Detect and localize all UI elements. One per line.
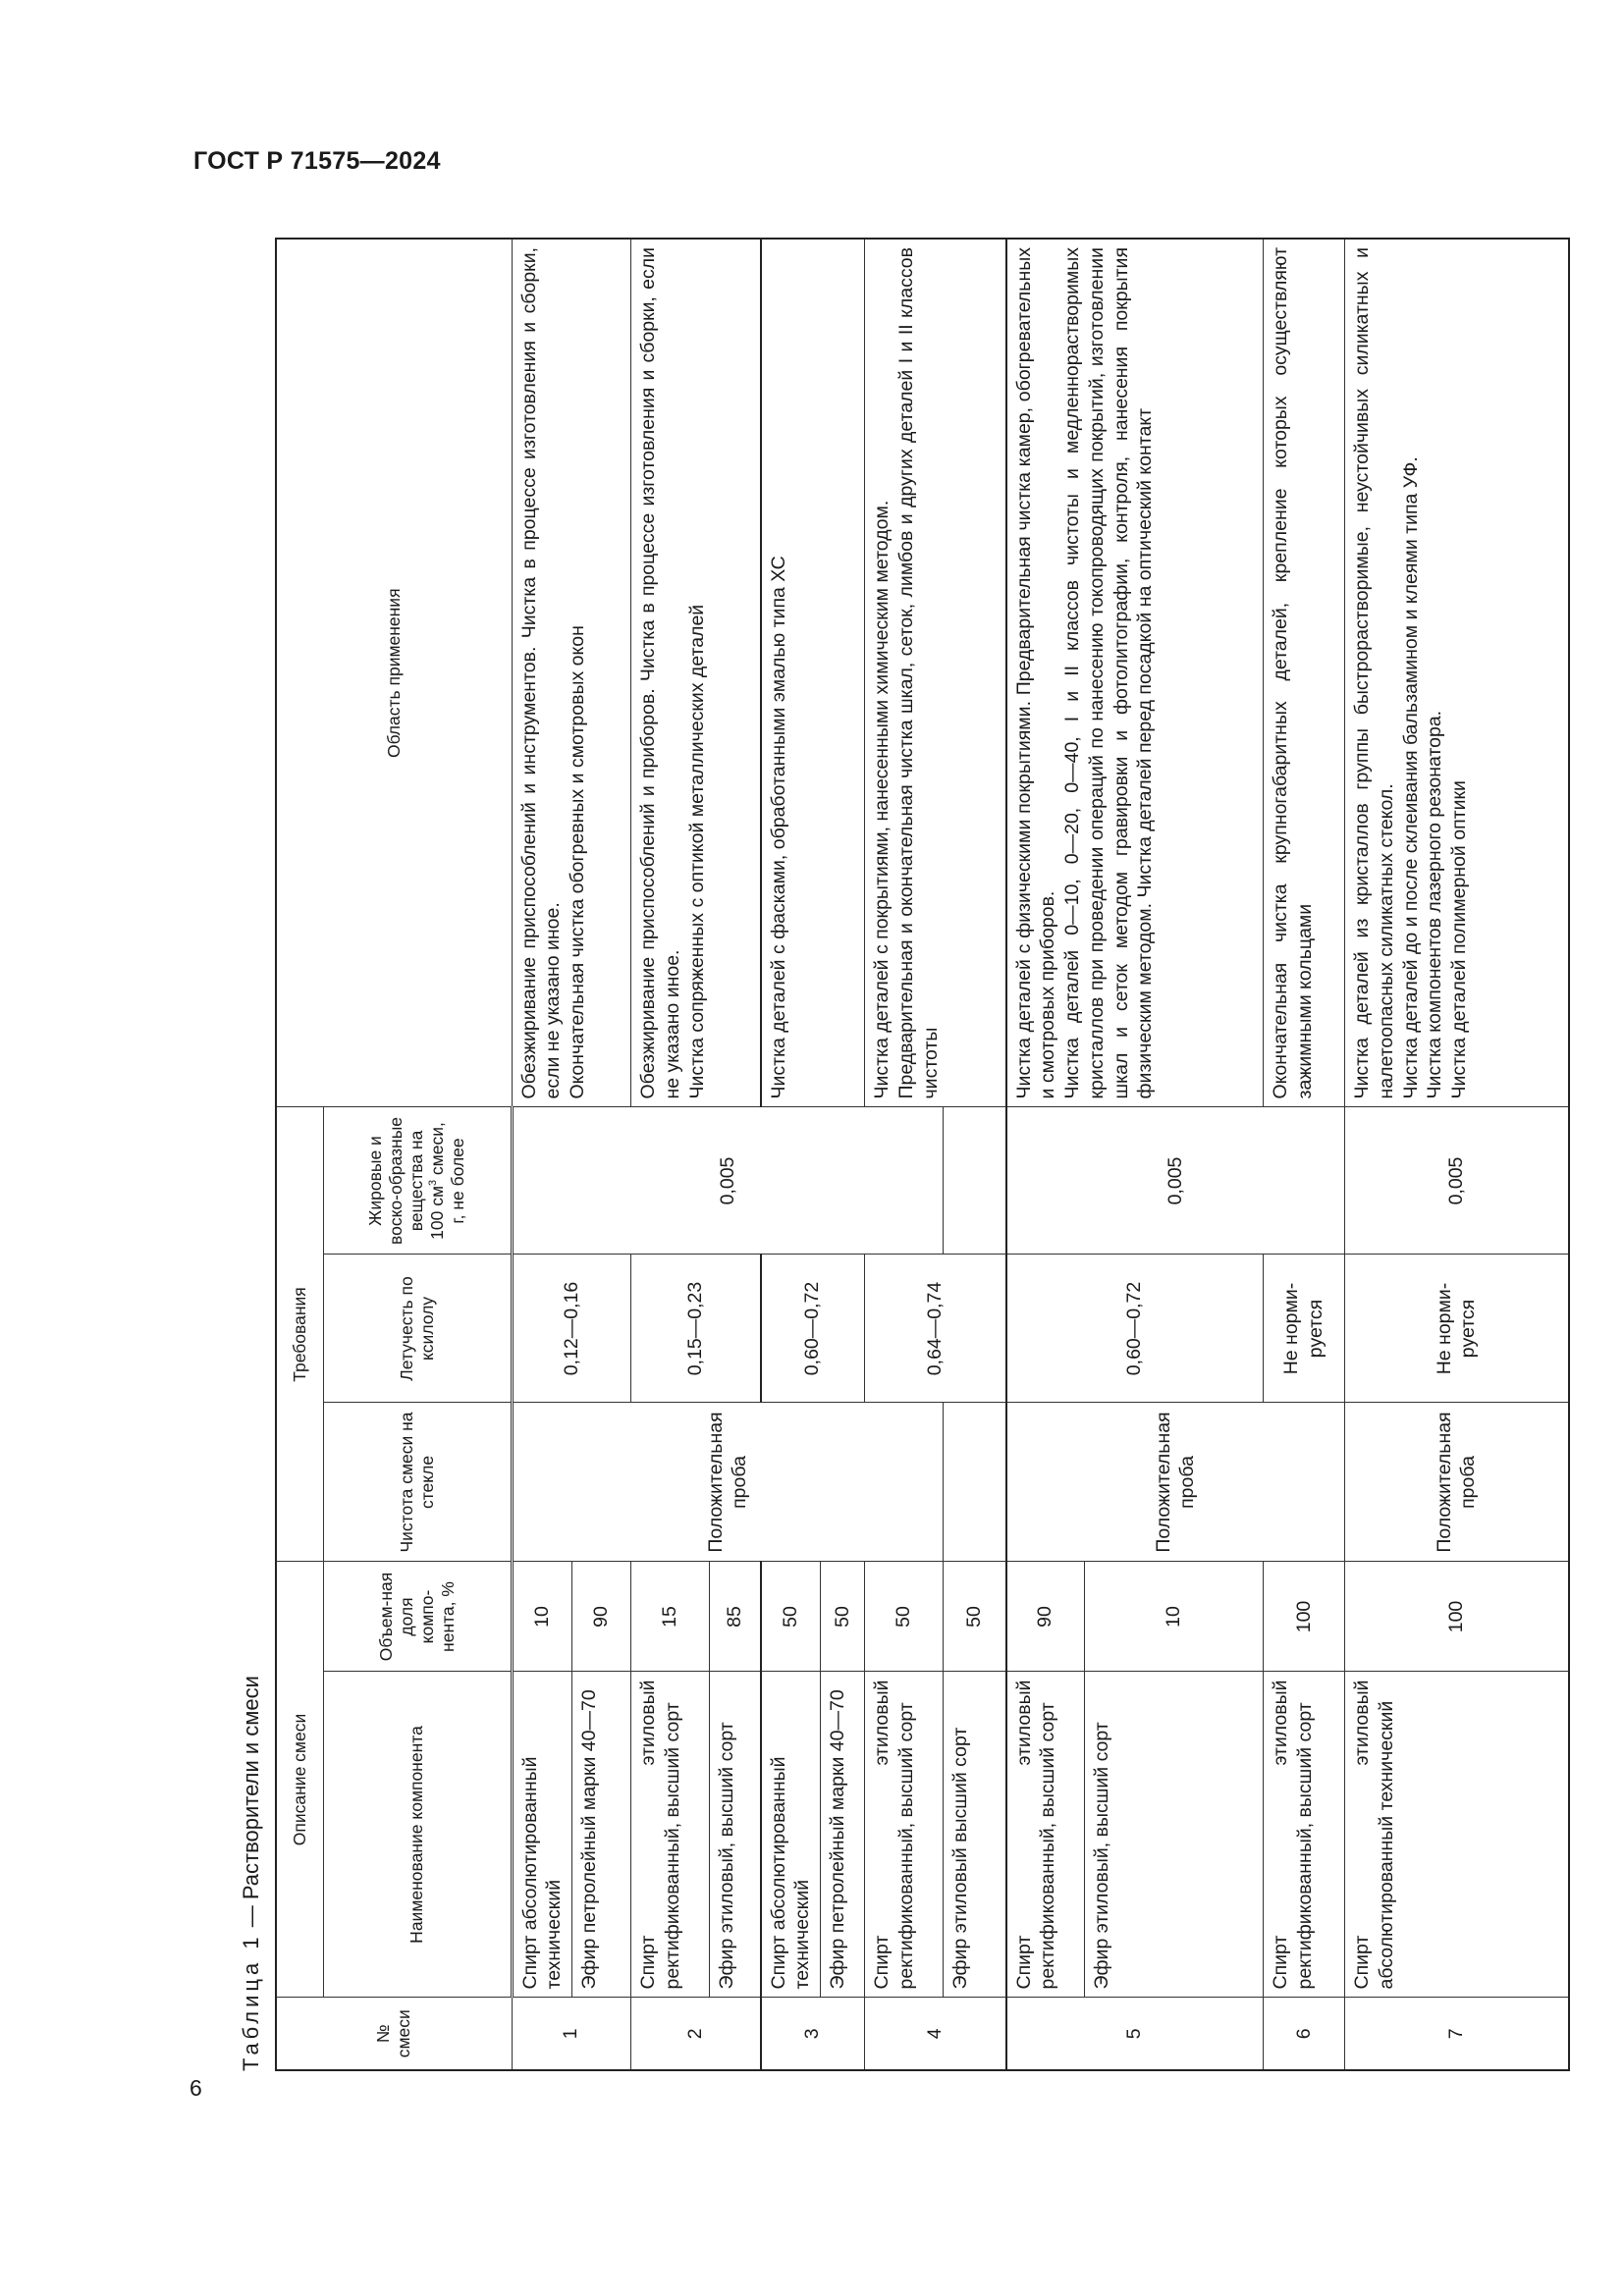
- volume-fraction: 15: [631, 1562, 710, 1672]
- component-name: Эфир этиловый высший сорт: [944, 1672, 1006, 1998]
- component-name: Спирт этиловый ректификованный, высший сорт: [865, 1672, 944, 1998]
- header-volatility: Летучесть по ксилолу: [323, 1255, 512, 1403]
- purity-value: Положительная проба: [512, 1403, 944, 1562]
- fat-wax-value: 0,005: [1006, 1107, 1345, 1255]
- header-fat-wax: [323, 1107, 512, 1255]
- application-text: [512, 239, 631, 1107]
- volume-fraction: 90: [572, 1562, 631, 1672]
- application-paragraph: Обезжиривание приспособлений и приборов. Чистка в процессе изготовления и сборки, если не указано иное.: [637, 246, 683, 1099]
- application-paragraph: Чистка деталей 0—10, 0—20, 0—40, I и II классов чистоты и медленнорастворимых кристаллов при проведении операций по нанесению токопроводящих покрытий, изготовлении шкал и сеток методом гравировки и фотолитографии, контроля, нанесения покрытия физическим методом. Чистка деталей перед посадкой на оптический контакт: [1061, 246, 1157, 1099]
- header-fat-wax-text: Жировые и воско-образные вещества на 100 см: [365, 1116, 447, 1245]
- page-number: 6: [189, 2075, 202, 2101]
- volume-fraction: 50: [944, 1562, 1006, 1672]
- solvents-table: [275, 238, 1570, 2071]
- fat-wax-value: 0,005: [512, 1107, 944, 1255]
- mixture-number: 7: [1345, 1998, 1569, 2070]
- table-caption: [230, 240, 275, 2071]
- mixture-number: 1: [512, 1998, 631, 2070]
- volatility-value: 0,15—0,23: [631, 1255, 761, 1403]
- rotated-table-block: [230, 240, 1502, 2071]
- volume-fraction: 85: [710, 1562, 761, 1672]
- table-row: [1006, 239, 1085, 2070]
- component-name: Эфир петролейный марки 40—70: [821, 1672, 865, 1998]
- mixture-number: 2: [631, 1998, 761, 2070]
- table-caption-text: — Растворители и смеси: [239, 1676, 263, 1934]
- application-paragraph: Окончательная чистка обогревных и смотровых окон: [567, 625, 588, 1099]
- table-caption-label: Таблица 1: [239, 1933, 263, 2071]
- volume-fraction: 50: [761, 1562, 821, 1672]
- mixture-number: 6: [1264, 1998, 1345, 2070]
- document-code: ГОСТ Р 71575—2024: [193, 147, 441, 175]
- application-paragraph: Окончательная чистка крупногабаритных деталей, крепление которых осуществляют зажимными кольцами: [1270, 246, 1316, 1099]
- volatility-value: 0,60—0,72: [761, 1255, 865, 1403]
- header-fat-wax-sup: 3: [427, 1179, 440, 1186]
- fat-wax-value: 0,005: [1345, 1107, 1569, 1255]
- application-paragraph: Чистка деталей с фасками, обработанными эмалью типа ХС: [767, 556, 789, 1099]
- volatility-value: 0,60—0,72: [1006, 1255, 1264, 1403]
- application-text: [761, 239, 865, 1107]
- component-name: Эфир этиловый, высший сорт: [710, 1672, 761, 1998]
- application-text: [1264, 239, 1345, 1107]
- component-name: Спирт абсолютированный технический: [512, 1672, 572, 1998]
- application-text: [631, 239, 761, 1107]
- mixture-number: 4: [865, 1998, 1006, 2070]
- volatility-value: 0,12—0,16: [512, 1255, 631, 1403]
- table-row: [512, 239, 572, 2070]
- application-paragraph: Чистка деталей с покрытиями, нанесенными химическим методом.: [871, 500, 893, 1099]
- header-fat-wax-tail: смеси, г, не более: [427, 1122, 467, 1224]
- volume-fraction: 90: [1006, 1562, 1085, 1672]
- application-paragraph: Предварительная и окончательная чистка шкал, сеток, лимбов и других деталей I и II классов чистоты: [894, 246, 942, 1099]
- mixture-number: 3: [761, 1998, 865, 2070]
- volatility-value: 0,64—0,74: [865, 1255, 1006, 1403]
- volume-fraction: 50: [865, 1562, 944, 1672]
- application-text: [1345, 239, 1569, 1107]
- application-paragraph: Чистка деталей до и после склеивания бальзамином и клеями типа УФ.: [1399, 456, 1422, 1099]
- volatility-value: Не норми-руется: [1264, 1255, 1345, 1403]
- volatility-value: Не норми-руется: [1345, 1255, 1569, 1403]
- volume-fraction: 10: [512, 1562, 572, 1672]
- component-name: Спирт абсолютированный технический: [761, 1672, 821, 1998]
- header-mixture-description: Описание смеси: [276, 1562, 323, 1998]
- application-paragraph: Чистка сопряженных с оптикой металлических деталей: [685, 604, 708, 1099]
- component-name: Спирт этиловый ректификованный, высший сорт: [631, 1672, 710, 1998]
- header-purity: Чистота смеси на стекле: [323, 1403, 512, 1562]
- mixture-number: 5: [1006, 1998, 1264, 2070]
- header-requirements: Требования: [276, 1107, 323, 1562]
- volume-fraction: 50: [821, 1562, 865, 1672]
- component-name: Спирт этиловый ректификованный, высший сорт: [1006, 1672, 1085, 1998]
- volume-fraction: 100: [1264, 1562, 1345, 1672]
- header-mixture-number: № смеси: [276, 1998, 512, 2070]
- application-paragraph: Чистка деталей полимерной оптики: [1448, 780, 1470, 1099]
- header-application: Область применения: [276, 239, 512, 1107]
- application-paragraph: Обезжиривание приспособлений и инструментов. Чистка в процессе изготовления и сборки, если не указано иное.: [517, 246, 565, 1099]
- application-paragraph: Чистка деталей с физическими покрытиями. Предварительная чистка камер, обогревательных и смотровых приборов.: [1012, 246, 1059, 1099]
- component-name: Спирт этиловый ректификованный, высший сорт: [1264, 1672, 1345, 1998]
- volume-fraction: 100: [1345, 1562, 1569, 1672]
- component-name: Эфир этиловый, высший сорт: [1085, 1672, 1264, 1998]
- header-component-name: Наименование компонента: [323, 1672, 512, 1998]
- application-text: [865, 239, 1006, 1107]
- purity-value: Положительная проба: [1345, 1403, 1569, 1562]
- purity-value: Положительная проба: [1006, 1403, 1345, 1562]
- application-text: [1006, 239, 1264, 1107]
- application-paragraph: Чистка деталей из кристаллов группы быстрорастворимые, неустойчивых силикатных и налетоопасных силикатных стекол.: [1351, 246, 1397, 1099]
- table-row: [1345, 239, 1569, 2070]
- component-name: Эфир петролейный марки 40—70: [572, 1672, 631, 1998]
- volume-fraction: 10: [1085, 1562, 1264, 1672]
- application-paragraph: Чистка компонентов лазерного резонатора.: [1424, 710, 1446, 1099]
- component-name: Спирт этиловый абсолютированный технический: [1345, 1672, 1569, 1998]
- header-volume-fraction: Объем-ная доля компо-нента, %: [323, 1562, 512, 1672]
